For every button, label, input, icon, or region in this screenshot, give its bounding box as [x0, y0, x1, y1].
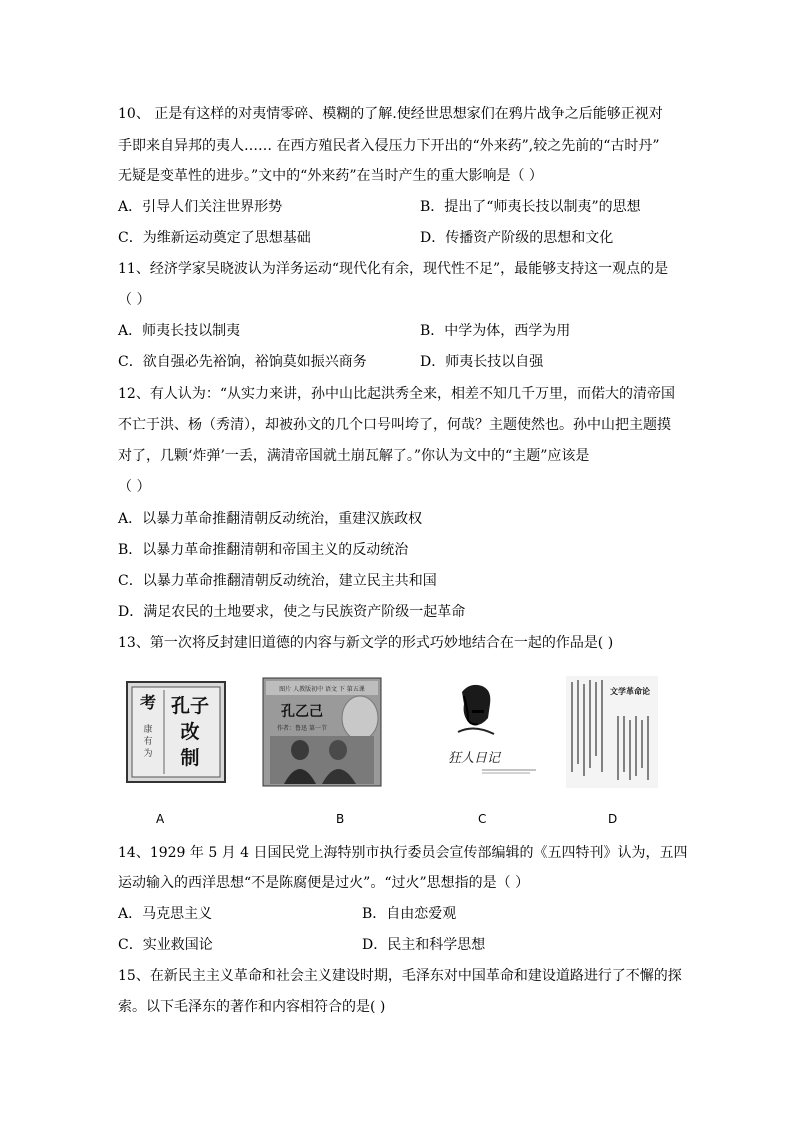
q13-b-sub: 作者：鲁迅 第一节	[277, 725, 327, 732]
q13-b-header: 图片 人教版初中 语文 下 第五课	[279, 686, 365, 693]
q13-image-c[interactable]	[418, 676, 548, 788]
q13-b-title: 孔乙己	[281, 704, 323, 720]
q13-label-d[interactable]: D	[608, 812, 618, 826]
svg-text:改: 改	[180, 721, 200, 743]
q12-option-c[interactable]: C．以暴力革命推翻清朝反动统治，建立民主共和国	[118, 573, 437, 589]
svg-text:为: 为	[143, 749, 153, 759]
q13-label-b[interactable]: B	[336, 812, 345, 826]
q10-option-d[interactable]: D．传播资产阶级的思想和文化	[420, 230, 614, 246]
q10-stem-line2: 手即来自异邦的夷人…… 在西方殖民者入侵压力下开出的“外来药”,较之先前的“古时丹”	[118, 138, 660, 154]
q14-option-a[interactable]: A．马克思主义	[118, 906, 213, 922]
q11-option-b[interactable]: B．中学为体，西学为用	[420, 323, 571, 339]
svg-text:有: 有	[143, 737, 153, 747]
q12-option-a[interactable]: A．以暴力革命推翻清朝反动统治，重建汉族政权	[118, 511, 423, 527]
q14-stem-line1: 14、1929 年 5 月 4 日国民党上海特别市执行委员会宣传部编辑的《五四特刊》认为，五四	[118, 845, 688, 861]
q14-stem-line2: 运动输入的西洋思想“不是陈腐便是过火”。“过火”思想指的是（ ）	[118, 875, 530, 891]
q11-option-d[interactable]: D．师夷长技以自强	[420, 354, 544, 370]
q12-option-b[interactable]: B．以暴力革命推翻清朝和帝国主义的反动统治	[118, 542, 409, 558]
q13-d-title: 文学革命论	[610, 686, 650, 696]
q10-option-a[interactable]: A．引导人们关注世界形势	[118, 199, 283, 215]
q11-option-a[interactable]: A．师夷长技以制夷	[118, 323, 241, 339]
q12-stem-line4: （ ）	[118, 479, 151, 495]
svg-text:康: 康	[143, 725, 153, 735]
q10-stem-line3: 无疑是变革性的进步。”文中的“外来药”在当时产生的重大影响是（ ）	[118, 168, 543, 184]
q12-option-d[interactable]: D．满足农民的土地要求，使之与民族资产阶级一起革命	[118, 604, 466, 620]
q12-stem-line1: 12、有人认为：“从实力来讲，孙中山比起洪秀全来，相差不知几千万里，而偌大的清帝国	[118, 386, 675, 402]
q11-stem-line2: （ ）	[118, 292, 151, 308]
q14-option-d[interactable]: D．民主和科学思想	[362, 937, 486, 953]
q11-option-c[interactable]: C．欲自强必先裕饷，裕饷莫如振兴商务	[118, 354, 367, 370]
q13-image-a[interactable]	[126, 676, 226, 788]
q13-label-a[interactable]: A	[156, 812, 165, 826]
q12-stem-line3: 对了，几颗‘炸弹’一丢，满清帝国就土崩瓦解了。”你认为文中的“主题”应该是	[118, 448, 590, 464]
q15-stem-line1: 15、在新民主主义革命和社会主义建设时期，毛泽东对中国革命和建设道路进行了不懈的探	[118, 968, 682, 984]
svg-text:孔子: 孔子	[170, 695, 210, 717]
svg-text:制: 制	[180, 747, 200, 769]
q11-stem-line1: 11、经济学家吴晓波认为洋务运动“现代化有余，现代性不足”，最能够支持这一观点的是	[118, 261, 669, 277]
q13-a-char: 考	[139, 693, 157, 712]
q10-option-b[interactable]: B．提出了“师夷长技以制夷”的思想	[420, 199, 641, 215]
q12-stem-line2: 不亡于洪、杨（秀清），却被孙文的几个口号叫垮了，何哉？主题使然也。孙中山把主题摸	[118, 417, 671, 433]
q13-image-b[interactable]	[262, 676, 382, 788]
q14-option-b[interactable]: B．自由恋爱观	[362, 906, 457, 922]
q14-option-c[interactable]: C．实业救国论	[118, 937, 213, 953]
q10-option-c[interactable]: C．为维新运动奠定了思想基础	[118, 230, 311, 246]
q10-stem-line1: 10、 正是有这样的对夷情零碎、模糊的了解.使经世思想家们在鸦片战争之后能够正视对	[118, 106, 663, 122]
q13-c-text: 狂人日记	[448, 751, 501, 766]
q13-label-c[interactable]: C	[478, 812, 487, 826]
q13-image-d[interactable]	[566, 676, 658, 788]
q13-stem-line1: 13、第一次将反封建旧道德的内容与新文学的形式巧妙地结合在一起的作品是( )	[118, 635, 614, 651]
q15-stem-line2: 索。以下毛泽东的著作和内容相符合的是( )	[118, 999, 386, 1015]
